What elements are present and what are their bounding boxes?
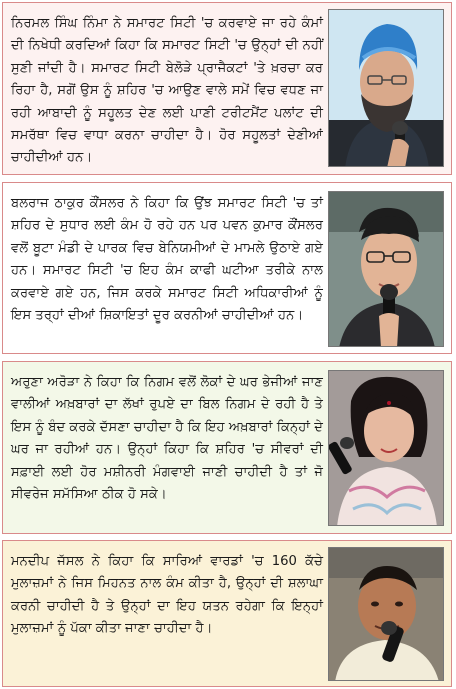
portrait-photo-1 xyxy=(328,9,444,167)
statement-card-2 xyxy=(2,182,452,354)
statement-text-2: ਬਲਰਾਜ ਠਾਕੁਰ ਕੌਂਸਲਰ ਨੇ ਕਿਹਾ ਕਿ ਉਂਝ ਸਮਾਰਟ ਸਿਟੀ 'ਚ ਤਾਂ ਸ਼ਹਿਰ ਦੇ ਸੁਧਾਰ ਲਈ ਕੰਮ ਹੋ ਰਹੇ ਹਨ ਪਰ ਪਵਨ ਕੁਮਾਰ ਕੌਂਸਲਰ ਵਲੋਂ ਬੂਟਾ ਮੰਡੀ ਦੇ ਪਾਰਕ ਵਿਚ ਬੇਨਿਯਮੀਆਂ ਦੇ ਮਾਮਲੇ ਉਠਾਏ ਗਏ ਹਨ। ਸਮਾਰਟ ਸਿਟੀ 'ਚ ਇਹ ਕੰਮ ਕਾਫੀ ਘਟੀਆ ਤਰੀਕੇ ਨਾਲ ਕਰਵਾਏ ਗਏ ਹਨ, ਜਿਸ ਕਰਕੇ ਸਮਾਰਟ ਸਿਟੀ ਅਧਿਕਾਰੀਆਂ ਨੂੰ ਇਸ ਤਰ੍ਹਾਂ ਦੀਆਂ ਸ਼ਿਕਾਇਤਾਂ ਦੂਰ ਕਰਨੀਆਂ ਚਾਹੀਦੀਆਂ ਹਨ। xyxy=(11,196,323,324)
statement-text-4: ਮਨਦੀਪ ਜੱਸਲ ਨੇ ਕਿਹਾ ਕਿ ਸਾਰਿਆਂ ਵਾਰਡਾਂ 'ਚ 160 ਕੱਚੇ ਮੁਲਾਜ਼ਮਾਂ ਨੇ ਜਿਸ ਮਿਹਨਤ ਨਾਲ ਕੰਮ ਕੀਤਾ ਹੈ, ਉਨ੍ਹਾਂ ਦੀ ਸ਼ਲਾਘਾ ਕਰਨੀ ਚਾਹੀਦੀ ਹੈ ਤੇ ਉਨ੍ਹਾਂ ਦਾ ਇਹ ਯਤਨ ਰਹੇਗਾ ਕਿ ਇਨ੍ਹਾਂ ਮੁਲਾਜ਼ਮਾਂ ਨੂੰ ਪੱਕਾ ਕੀਤਾ ਜਾਣਾ ਚਾਹੀਦਾ ਹੈ। xyxy=(11,554,323,637)
portrait-photo-4 xyxy=(328,547,444,681)
woman-with-microphone-photo xyxy=(329,371,444,526)
man-with-glasses-and-microphone-photo xyxy=(329,192,444,347)
statement-card-3 xyxy=(2,361,452,534)
man-with-blue-turban-and-microphone-photo xyxy=(329,10,444,167)
portrait-photo-3 xyxy=(328,370,444,526)
portrait-photo-2 xyxy=(328,191,444,347)
statement-card-1 xyxy=(2,2,452,175)
statement-card-4 xyxy=(2,540,452,687)
statement-text-1: ਨਿਰਮਲ ਸਿੰਘ ਨਿੰਮਾ ਨੇ ਸਮਾਰਟ ਸਿਟੀ 'ਚ ਕਰਵਾਏ ਜਾ ਰਹੇ ਕੰਮਾਂ ਦੀ ਨਿਖੇਧੀ ਕਰਦਿਆਂ ਕਿਹਾ ਕਿ ਸਮਾਰਟ ਸਿਟੀ 'ਚ ਉਨ੍ਹਾਂ ਦੀ ਨਹੀਂ ਸੁਣੀ ਜਾਂਦੀ ਹੈ। ਸਮਾਰਟ ਸਿਟੀ ਬੇਲੋੜੇ ਪ੍ਰਾਜੈਕਟਾਂ 'ਤੇ ਖ਼ਰਚਾ ਕਰ ਰਿਹਾ ਹੈ, ਸਗੋਂ ਉਸ ਨੂੰ ਸ਼ਹਿਰ 'ਚ ਆਉਣ ਵਾਲੇ ਸਮੇਂ ਵਿਚ ਵਧਣ ਜਾ ਰਹੀ ਆਬਾਦੀ ਨੂੰ ਸਹੂਲਤ ਦੇਣ ਲਈ ਪਾਣੀ ਟਰੀਟਮੈਂਟ ਪਲਾਂਟ ਦੀ ਸਮਰੱਥਾ ਵਿਚ ਵਾਧਾ ਕਰਨਾ ਚਾਹੀਦਾ ਹੈ। ਹੋਰ ਸਹੂਲਤਾਂ ਦੇਣੀਆਂ ਚਾਹੀਦੀਆਂ ਹਨ। xyxy=(11,16,323,166)
statement-text-3: ਅਰੁਣਾ ਅਰੋੜਾ ਨੇ ਕਿਹਾ ਕਿ ਨਿਗਮ ਵਲੋਂ ਲੋਕਾਂ ਦੇ ਘਰ ਭੇਜੀਆਂ ਜਾਣ ਵਾਲੀਆਂ ਅਖ਼ਬਾਰਾਂ ਦਾ ਲੱਖਾਂ ਰੁਪਏ ਦਾ ਬਿਲ ਨਿਗਮ ਦੇ ਰਹੀ ਹੈ ਤੇ ਇਸ ਨੂੰ ਬੰਦ ਕਰਕੇ ਦੱਸਣਾ ਚਾਹੀਦਾ ਹੈ ਕਿ ਇਹ ਅਖ਼ਬਾਰਾਂ ਕਿਨ੍ਹਾਂ ਦੇ ਘਰ ਜਾ ਰਹੀਆਂ ਹਨ। ਉਨ੍ਹਾਂ ਕਿਹਾ ਕਿ ਸ਼ਹਿਰ 'ਚ ਸੀਵਰਾਂ ਦੀ ਸਫ਼ਾਈ ਲਈ ਹੋਰ ਮਸ਼ੀਨਰੀ ਮੰਗਵਾਈ ਜਾਣੀ ਚਾਹੀਦੀ ਹੈ ਤਾਂ ਜੋ ਸੀਵਰੇਜ ਸਮੱਸਿਆ ਠੀਕ ਹੋ ਸਕੇ। xyxy=(11,375,323,503)
man-with-microphone-photo xyxy=(329,548,444,681)
